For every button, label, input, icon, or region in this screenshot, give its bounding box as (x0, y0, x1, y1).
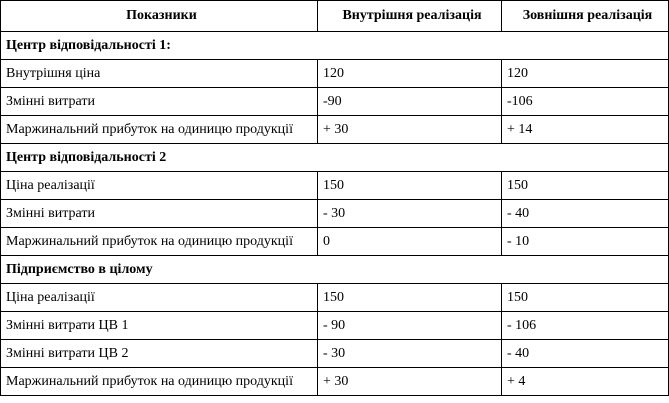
row-label: Змінні витрати (1, 200, 318, 228)
internal-value: -90 (318, 88, 502, 116)
internal-value: - 90 (318, 312, 502, 340)
external-value: + 14 (502, 116, 669, 144)
row-label: Ціна реалізації (1, 284, 318, 312)
external-value: 150 (502, 172, 669, 200)
table-row (1, 284, 669, 312)
section-title: Центр відповідальності 2 (1, 144, 669, 172)
table-row (1, 88, 669, 116)
table-row (1, 340, 669, 368)
internal-value: 150 (318, 284, 502, 312)
section-title: Підприємство в цілому (1, 256, 669, 284)
row-label: Змінні витрати ЦВ 1 (1, 312, 318, 340)
external-value: 120 (502, 60, 669, 88)
internal-value: 150 (318, 172, 502, 200)
external-value: - 40 (502, 200, 669, 228)
table-row (1, 60, 669, 88)
header-indicators: Показники (1, 1, 318, 32)
table-row (1, 116, 669, 144)
section-header (1, 144, 669, 172)
external-value: -106 (502, 88, 669, 116)
table-row (1, 312, 669, 340)
internal-value: - 30 (318, 340, 502, 368)
table-row (1, 172, 669, 200)
section-title: Центр відповідальності 1: (1, 32, 669, 60)
row-label: Маржинальний прибуток на одиницю продукції (1, 116, 318, 144)
table-row (1, 200, 669, 228)
header-internal-sale: Внутрішня реалізація (318, 1, 502, 32)
external-value: - 40 (502, 340, 669, 368)
external-value: - 106 (502, 312, 669, 340)
external-value: 150 (502, 284, 669, 312)
row-label: Маржинальний прибуток на одиницю продукції (1, 228, 318, 256)
row-label: Змінні витрати (1, 88, 318, 116)
external-value: + 4 (502, 368, 669, 396)
section-header (1, 256, 669, 284)
table-row (1, 368, 669, 396)
header-row (1, 1, 669, 32)
row-label: Змінні витрати ЦВ 2 (1, 340, 318, 368)
internal-value: 0 (318, 228, 502, 256)
internal-value: + 30 (318, 368, 502, 396)
row-label: Внутрішня ціна (1, 60, 318, 88)
header-external-sale: Зовнішня реалізація (502, 1, 669, 32)
row-label: Маржинальний прибуток на одиницю продукції (1, 368, 318, 396)
internal-value: 120 (318, 60, 502, 88)
table-row (1, 228, 669, 256)
row-label: Ціна реалізації (1, 172, 318, 200)
section-header (1, 32, 669, 60)
external-value: - 10 (502, 228, 669, 256)
internal-value: - 30 (318, 200, 502, 228)
internal-value: + 30 (318, 116, 502, 144)
